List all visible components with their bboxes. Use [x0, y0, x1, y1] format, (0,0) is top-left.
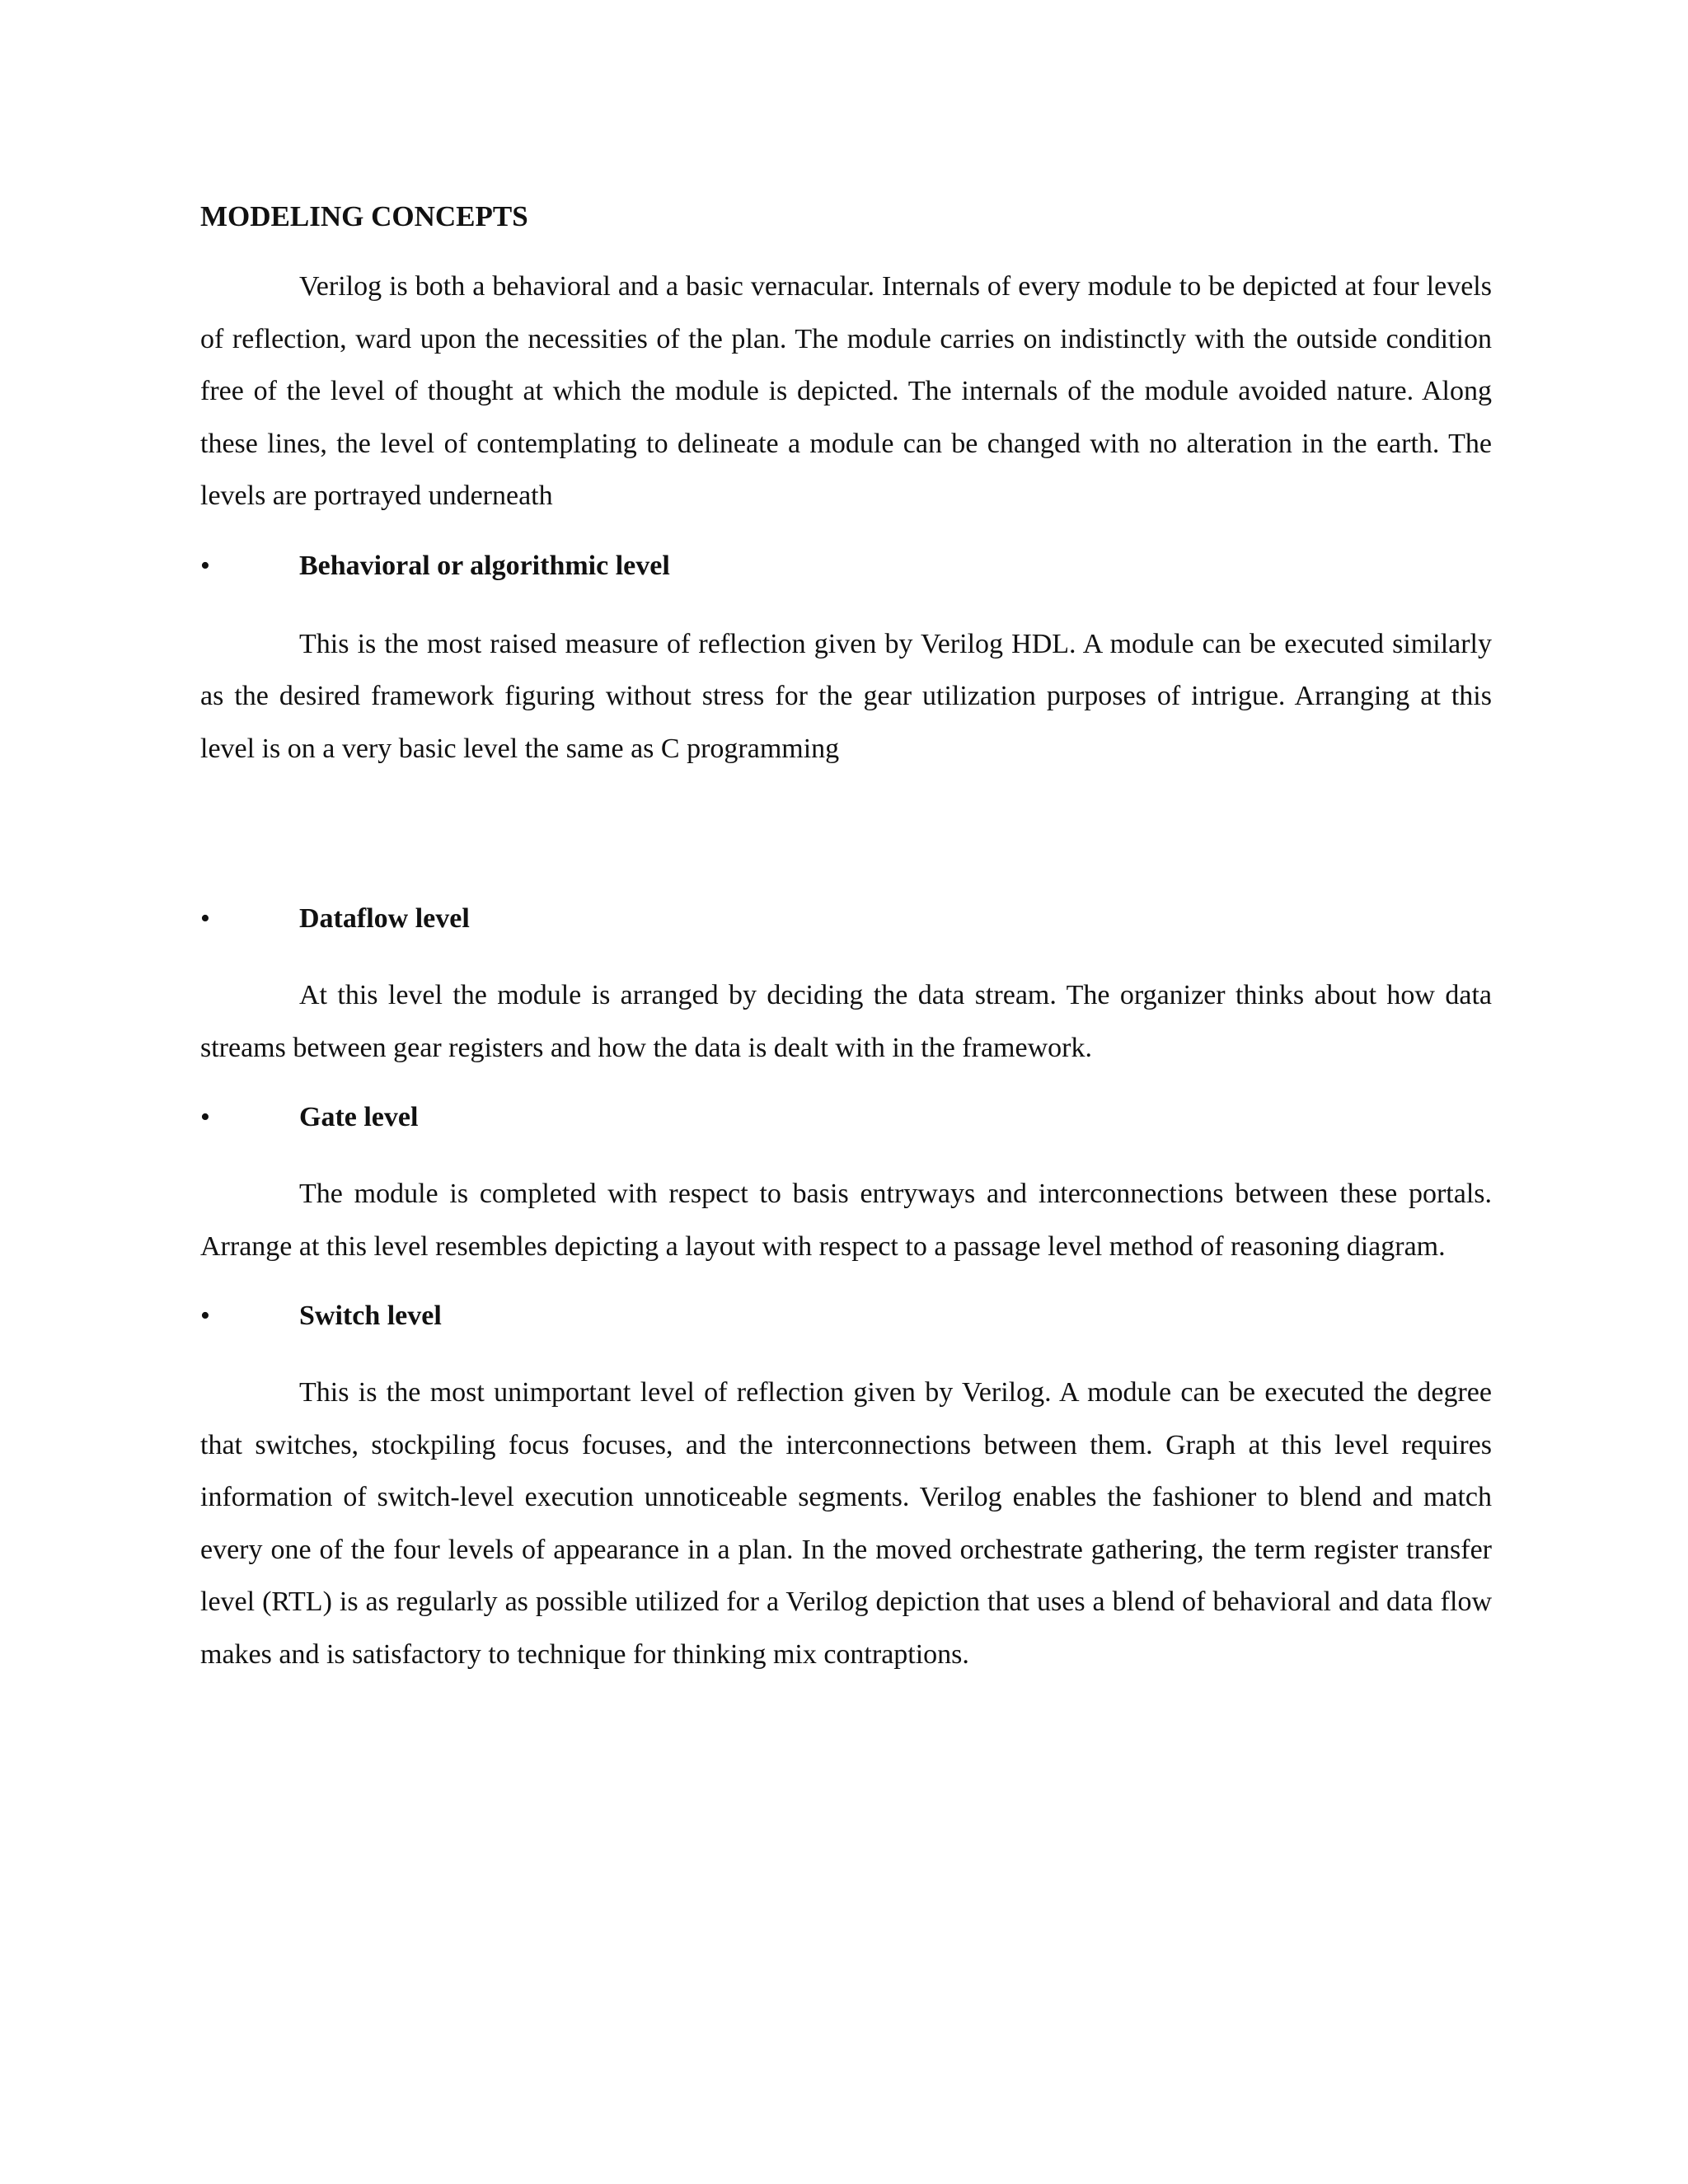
intro-paragraph: Verilog is both a behavioral and a basic vernacular. Internals of every module to be depicted at four levels of reflection, ward upon the necessities of the plan. The module carries on indistinctly with the outside condition free of the level of thought at which the module is depicted. The internals of the module avoided nature. Along these lines, the level of contemplating to delineate a module can be changed with no alteration in the earth. The levels are portrayed underneath [200, 271, 1492, 511]
section-heading-behavioral: Behavioral or algorithmic level [299, 550, 670, 581]
section-body-dataflow: At this level the module is arranged by deciding the data stream. The organizer thinks about how data streams between gear registers and how the data is dealt with in the framework. [200, 980, 1492, 1063]
bullet-heading-dataflow [200, 897, 1492, 941]
bullet-heading-gate [200, 1095, 1492, 1140]
section-body-behavioral: This is the most raised measure of reflection given by Verilog HDL. A module can be executed similarly as the desired framework figuring without stress for the gear utilization purposes of intrigue. Arranging at this level is on a very basic level the same as C programming [200, 628, 1492, 764]
bullet-icon: • [200, 903, 210, 934]
page-title: MODELING CONCEPTS [200, 200, 528, 232]
bullet-heading-switch [200, 1294, 1492, 1338]
document-page [200, 194, 1492, 1680]
section-body-gate: The module is completed with respect to basis entryways and interconnections between these portals. Arrange at this level resembles depicting a layout with respect to a passage level method of reasoning diagram. [200, 1179, 1492, 1262]
bullet-heading-behavioral [200, 544, 1492, 588]
section-heading-gate: Gate level [299, 1102, 419, 1132]
section-heading-dataflow: Dataflow level [299, 903, 470, 934]
section-heading-switch: Switch level [299, 1301, 442, 1331]
bullet-icon: • [200, 1301, 210, 1331]
section-body-switch: This is the most unimportant level of reflection given by Verilog. A module can be executed the degree that switches, stockpiling focus focuses, and the interconnections between them. Graph at this level requires information of switch-level execution unnoticeable segments. Verilog enables the fashioner to blend and match every one of the four levels of appearance in a plan. In the moved orchestrate gathering, the term register transfer level (RTL) is as regularly as possible utilized for a Verilog depiction that uses a blend of behavioral and data flow makes and is satisfactory to technique for thinking mix contraptions. [200, 1377, 1492, 1670]
bullet-icon: • [200, 550, 210, 581]
bullet-icon: • [200, 1102, 210, 1132]
